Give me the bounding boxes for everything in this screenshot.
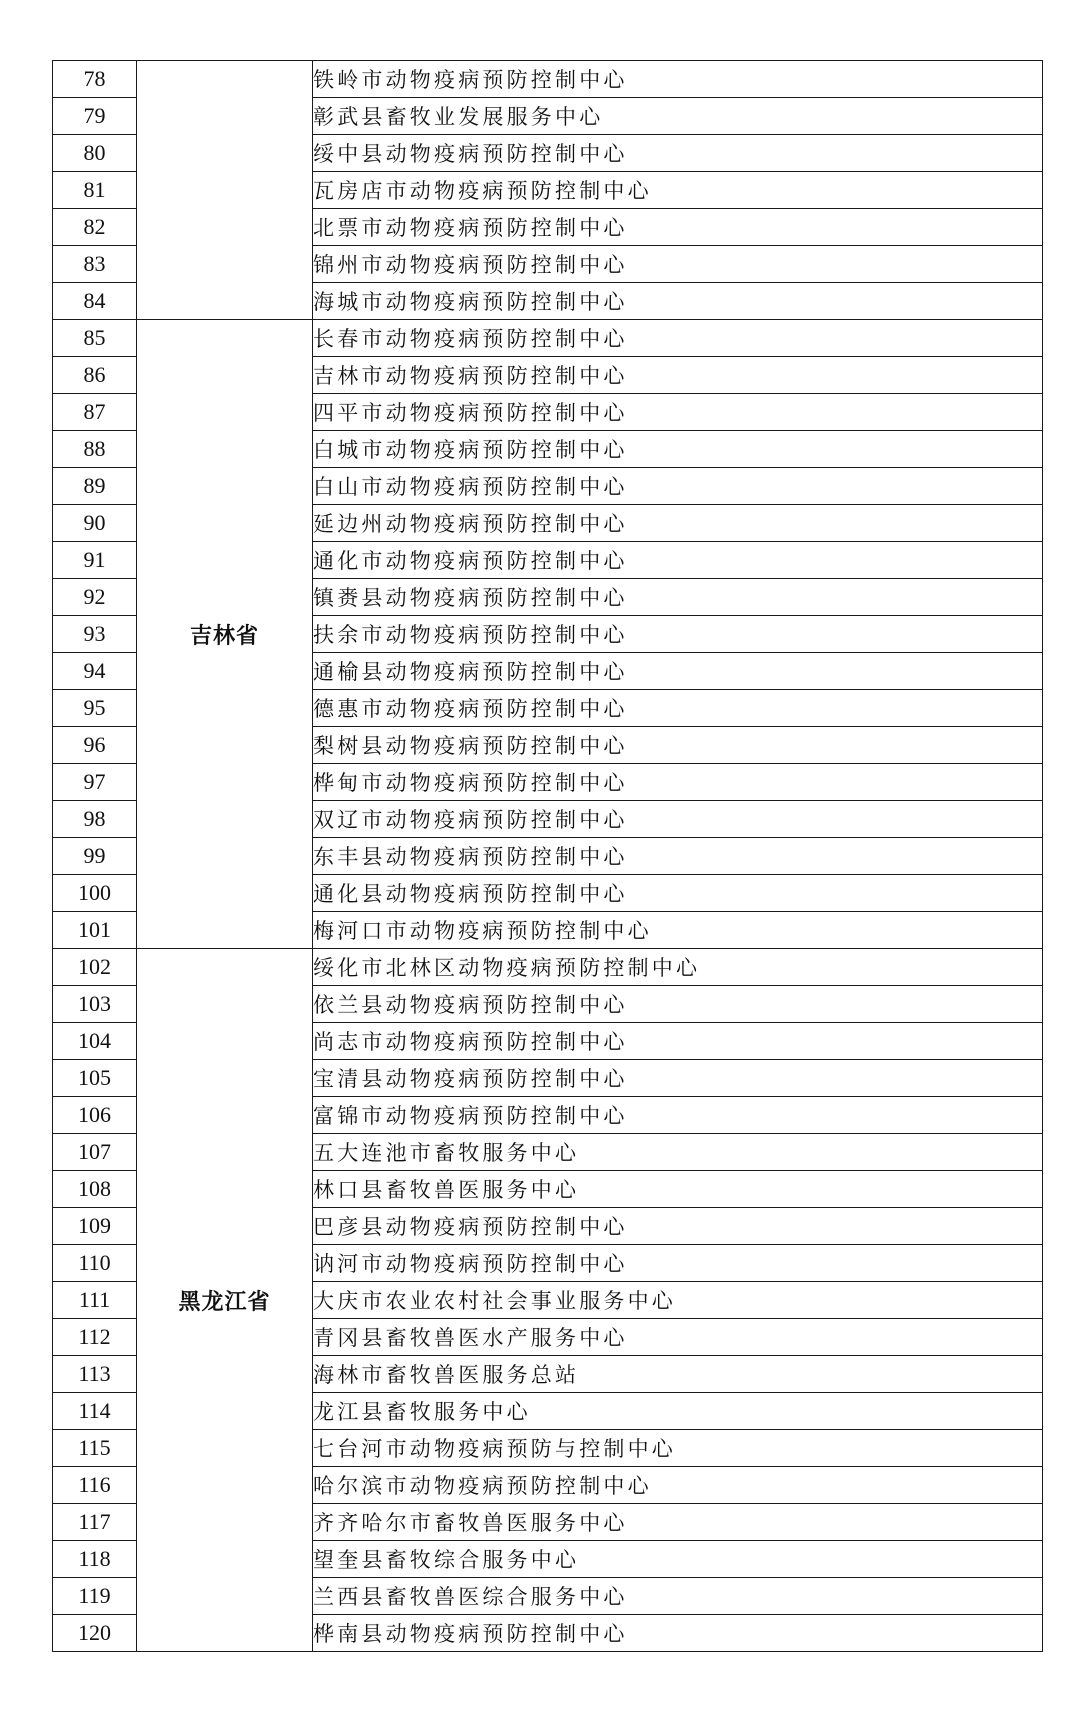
institution-table <box>52 60 1043 1652</box>
institution-name: 依兰县动物疫病预防控制中心 <box>313 986 1043 1023</box>
row-number: 114 <box>53 1393 137 1430</box>
institution-name: 扶余市动物疫病预防控制中心 <box>313 616 1043 653</box>
institution-name: 富锦市动物疫病预防控制中心 <box>313 1097 1043 1134</box>
row-number: 91 <box>53 542 137 579</box>
row-number: 100 <box>53 875 137 912</box>
institution-name: 延边州动物疫病预防控制中心 <box>313 505 1043 542</box>
row-number: 120 <box>53 1615 137 1652</box>
institution-name: 哈尔滨市动物疫病预防控制中心 <box>313 1467 1043 1504</box>
row-number: 97 <box>53 764 137 801</box>
row-number: 109 <box>53 1208 137 1245</box>
row-number: 85 <box>53 320 137 357</box>
institution-name: 四平市动物疫病预防控制中心 <box>313 394 1043 431</box>
institution-name: 齐齐哈尔市畜牧兽医服务中心 <box>313 1504 1043 1541</box>
row-number: 118 <box>53 1541 137 1578</box>
institution-name: 讷河市动物疫病预防控制中心 <box>313 1245 1043 1282</box>
row-number: 111 <box>53 1282 137 1319</box>
row-number: 113 <box>53 1356 137 1393</box>
row-number: 107 <box>53 1134 137 1171</box>
institution-name: 双辽市动物疫病预防控制中心 <box>313 801 1043 838</box>
institution-name: 通化县动物疫病预防控制中心 <box>313 875 1043 912</box>
table-row <box>53 320 1043 357</box>
row-number: 95 <box>53 690 137 727</box>
row-number: 82 <box>53 209 137 246</box>
institution-name: 绥化市北林区动物疫病预防控制中心 <box>313 949 1043 986</box>
institution-name: 望奎县畜牧综合服务中心 <box>313 1541 1043 1578</box>
row-number: 112 <box>53 1319 137 1356</box>
institution-name: 巴彦县动物疫病预防控制中心 <box>313 1208 1043 1245</box>
row-number: 78 <box>53 61 137 98</box>
province-cell: 黑龙江省 <box>137 949 313 1652</box>
row-number: 92 <box>53 579 137 616</box>
institution-name: 桦甸市动物疫病预防控制中心 <box>313 764 1043 801</box>
province-cell <box>137 61 313 320</box>
institution-name: 北票市动物疫病预防控制中心 <box>313 209 1043 246</box>
institution-name: 龙江县畜牧服务中心 <box>313 1393 1043 1430</box>
row-number: 117 <box>53 1504 137 1541</box>
institution-name: 梅河口市动物疫病预防控制中心 <box>313 912 1043 949</box>
row-number: 89 <box>53 468 137 505</box>
institution-name: 大庆市农业农村社会事业服务中心 <box>313 1282 1043 1319</box>
row-number: 86 <box>53 357 137 394</box>
institution-name: 彰武县畜牧业发展服务中心 <box>313 98 1043 135</box>
table-body <box>53 61 1043 1652</box>
row-number: 87 <box>53 394 137 431</box>
province-cell: 吉林省 <box>137 320 313 949</box>
row-number: 116 <box>53 1467 137 1504</box>
row-number: 96 <box>53 727 137 764</box>
institution-name: 铁岭市动物疫病预防控制中心 <box>313 61 1043 98</box>
row-number: 88 <box>53 431 137 468</box>
institution-name: 兰西县畜牧兽医综合服务中心 <box>313 1578 1043 1615</box>
row-number: 106 <box>53 1097 137 1134</box>
row-number: 102 <box>53 949 137 986</box>
institution-name: 镇赉县动物疫病预防控制中心 <box>313 579 1043 616</box>
institution-name: 通化市动物疫病预防控制中心 <box>313 542 1043 579</box>
institution-name: 瓦房店市动物疫病预防控制中心 <box>313 172 1043 209</box>
row-number: 103 <box>53 986 137 1023</box>
row-number: 105 <box>53 1060 137 1097</box>
row-number: 104 <box>53 1023 137 1060</box>
institution-name: 梨树县动物疫病预防控制中心 <box>313 727 1043 764</box>
table-row <box>53 949 1043 986</box>
row-number: 90 <box>53 505 137 542</box>
table-row <box>53 61 1043 98</box>
institution-name: 白城市动物疫病预防控制中心 <box>313 431 1043 468</box>
institution-name: 尚志市动物疫病预防控制中心 <box>313 1023 1043 1060</box>
institution-name: 七台河市动物疫病预防与控制中心 <box>313 1430 1043 1467</box>
row-number: 94 <box>53 653 137 690</box>
row-number: 84 <box>53 283 137 320</box>
institution-name: 宝清县动物疫病预防控制中心 <box>313 1060 1043 1097</box>
institution-name: 绥中县动物疫病预防控制中心 <box>313 135 1043 172</box>
institution-name: 东丰县动物疫病预防控制中心 <box>313 838 1043 875</box>
row-number: 79 <box>53 98 137 135</box>
institution-name: 海林市畜牧兽医服务总站 <box>313 1356 1043 1393</box>
row-number: 119 <box>53 1578 137 1615</box>
institution-name: 长春市动物疫病预防控制中心 <box>313 320 1043 357</box>
institution-name: 五大连池市畜牧服务中心 <box>313 1134 1043 1171</box>
row-number: 93 <box>53 616 137 653</box>
institution-name: 吉林市动物疫病预防控制中心 <box>313 357 1043 394</box>
institution-name: 桦南县动物疫病预防控制中心 <box>313 1615 1043 1652</box>
institution-name: 林口县畜牧兽医服务中心 <box>313 1171 1043 1208</box>
row-number: 108 <box>53 1171 137 1208</box>
row-number: 115 <box>53 1430 137 1467</box>
institution-name: 锦州市动物疫病预防控制中心 <box>313 246 1043 283</box>
row-number: 80 <box>53 135 137 172</box>
row-number: 110 <box>53 1245 137 1282</box>
institution-name: 通榆县动物疫病预防控制中心 <box>313 653 1043 690</box>
institution-name: 德惠市动物疫病预防控制中心 <box>313 690 1043 727</box>
row-number: 81 <box>53 172 137 209</box>
institution-name: 青冈县畜牧兽医水产服务中心 <box>313 1319 1043 1356</box>
row-number: 83 <box>53 246 137 283</box>
row-number: 99 <box>53 838 137 875</box>
institution-name: 白山市动物疫病预防控制中心 <box>313 468 1043 505</box>
row-number: 98 <box>53 801 137 838</box>
institution-name: 海城市动物疫病预防控制中心 <box>313 283 1043 320</box>
row-number: 101 <box>53 912 137 949</box>
